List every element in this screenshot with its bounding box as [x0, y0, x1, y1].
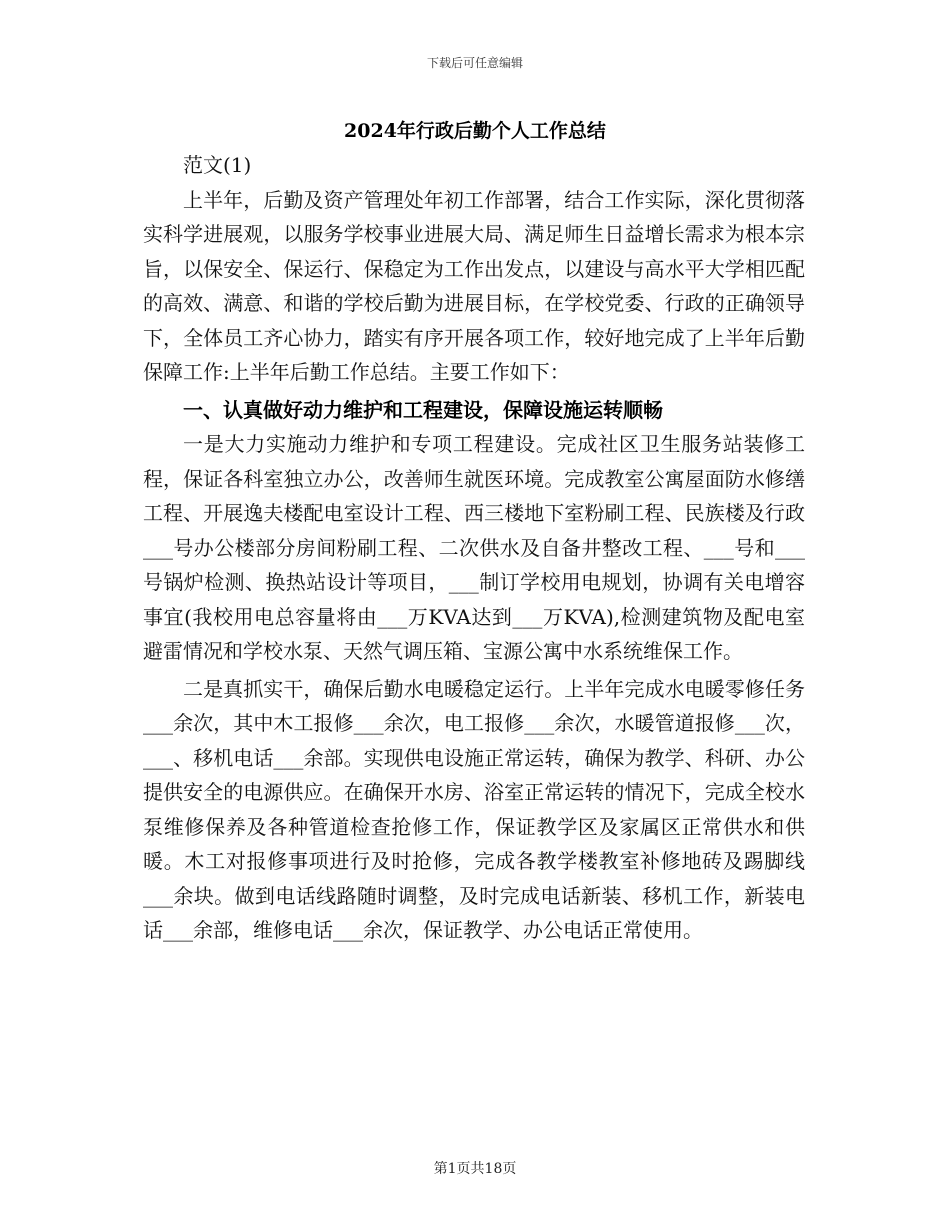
header-note: 下载后可任意编辑 — [426, 56, 523, 70]
document-body — [143, 148, 805, 948]
section-heading: 一、认真做好动力维护和工程建设，保障设施运转顺畅 — [183, 397, 663, 422]
sample-label: 范文(1) — [183, 153, 252, 177]
document-title: 2024年行政后勤个人工作总结 — [344, 120, 606, 142]
page-footer: 第1页共18页 — [433, 1161, 517, 1177]
paragraph-item-two: 二是真抓实干，确保后勤水电暖稳定运行。上半年完成水电暖零修任务___余次，其中木工报修___余次，电工报修___余次，水暖管道报修___次，___、移机电话___余部。实现供电设施正常运转，确保为教学、科研、办公提供安全的电源供应。在确保开水房、浴室正常运转的情况下，完成全校水泵维修保养及各种管道检查抢修工作，保证教学区及家属区正常供水和供暖。木工对报修事项进行及时抢修，完成各教学楼教室补修地砖及踢脚线___余块。做到电话线路随时调整，及时完成电话新装、移机工作，新装电话___余部，维修电话___余次，保证教学、办公电话正常使用。 — [143, 676, 805, 942]
paragraph-item-one: 一是大力实施动力维护和专项工程建设。完成社区卫生服务站装修工程，保证各科室独立办公，改善师生就医环境。完成教室公寓屋面防水修缮工程、开展逸夫楼配电室设计工程、西三楼地下室粉刷工程、民族楼及行政___号办公楼部分房间粉刷工程、二次供水及自备井整改工程、___号和___号锅炉检测、换热站设计等项目，___制订学校用电规划，协调有关电增容事宜(我校用电总容量将由___万KVA达到___万KVA),检测建筑物及配电室避雷情况和学校水泵、天然气调压箱、宝源公寓中水系统维保工作。 — [143, 432, 805, 663]
paragraph-intro: 上半年，后勤及资产管理处年初工作部署，结合工作实际，深化贯彻落实科学进展观，以服务学校事业进展大局、满足师生日益增长需求为根本宗旨，以保安全、保运行、保稳定为工作出发点，以建设与高水平大学相匹配的高效、满意、和谐的学校后勤为进展目标，在学校党委、行政的正确领导下，全体员工齐心协力，踏实有序开展各项工作，较好地完成了上半年后勤保障工作:上半年后勤工作总结。主要工作如下： — [143, 187, 805, 384]
